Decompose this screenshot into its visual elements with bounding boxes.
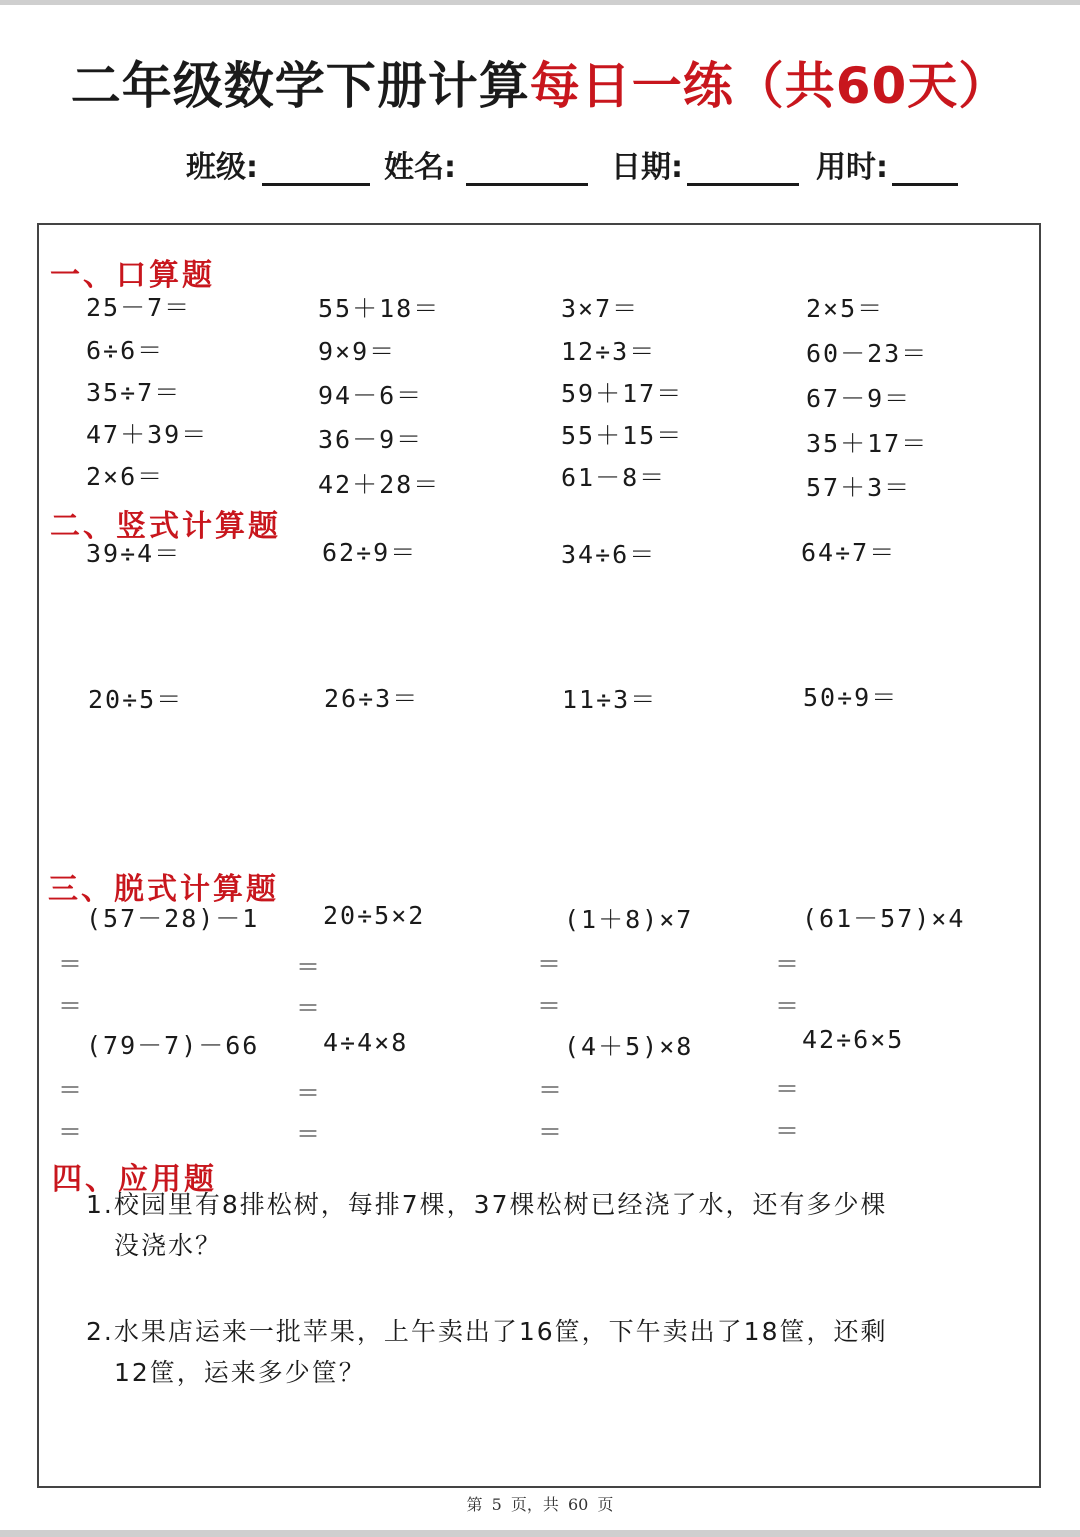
oral-problem: 60－23＝ — [806, 339, 929, 368]
oral-problem: 35÷7＝ — [86, 378, 182, 407]
vertical-problem: 34÷6＝ — [561, 540, 657, 569]
vertical-problem: 26÷3＝ — [324, 684, 420, 713]
equals-step: ＝ — [537, 950, 561, 978]
equals-step: ＝ — [538, 1076, 562, 1104]
equals-step: ＝ — [775, 950, 799, 978]
oral-problem: 9×9＝ — [318, 337, 397, 366]
stepwise-problem: (4＋5)×8 — [564, 1032, 694, 1061]
vertical-problem: 20÷5＝ — [88, 685, 184, 714]
page-title — [0, 46, 1080, 118]
oral-problem: 2×6＝ — [86, 462, 165, 491]
oral-problem: 59＋17＝ — [561, 379, 684, 408]
word-problem-2 — [86, 1311, 887, 1393]
vertical-problem: 39÷4＝ — [86, 539, 182, 568]
oral-problem: 55＋15＝ — [561, 421, 684, 450]
word-problem-2-line2: 12筐，运来多少筐？ — [114, 1358, 366, 1387]
class-field[interactable] — [186, 142, 370, 188]
time-label: 用时: — [816, 150, 888, 185]
equals-step: ＝ — [538, 1118, 562, 1146]
equals-step: ＝ — [296, 1079, 320, 1107]
oral-problem: 67－9＝ — [806, 384, 912, 413]
equals-step: ＝ — [537, 992, 561, 1020]
oral-problem: 3×7＝ — [561, 294, 640, 323]
bottom-edge-bar — [0, 1530, 1080, 1537]
oral-problem: 36－9＝ — [318, 425, 424, 454]
oral-problem: 42＋28＝ — [318, 470, 441, 499]
equals-step: ＝ — [296, 953, 320, 981]
oral-problem: 25－7＝ — [86, 293, 192, 322]
equals-step: ＝ — [775, 1075, 799, 1103]
equals-step: ＝ — [58, 950, 82, 978]
oral-problem: 47＋39＝ — [86, 420, 209, 449]
equals-step: ＝ — [58, 992, 82, 1020]
section-title-word-problems: 四、应用题 — [52, 1162, 217, 1197]
stepwise-problem: 4÷4×8 — [323, 1028, 409, 1057]
equals-step: ＝ — [296, 1120, 320, 1148]
word-problem-1-line1: 1.校园里有8排松树，每排7棵，37棵松树已经浇了水，还有多少棵 — [86, 1190, 888, 1219]
top-edge-bar — [0, 0, 1080, 5]
section-title-vertical: 二、竖式计算题 — [50, 509, 281, 544]
oral-problem: 55＋18＝ — [318, 294, 441, 323]
oral-problem: 6÷6＝ — [86, 336, 165, 365]
equals-step: ＝ — [775, 1117, 799, 1145]
time-blank[interactable] — [892, 151, 958, 186]
stepwise-problem: (1＋8)×7 — [564, 905, 694, 934]
equals-step: ＝ — [58, 1118, 82, 1146]
section-title-stepwise: 三、脱式计算题 — [48, 872, 279, 907]
word-problem-1-line2: 没浇水？ — [114, 1231, 223, 1260]
date-blank[interactable] — [687, 151, 799, 186]
name-field[interactable] — [384, 142, 588, 188]
stepwise-problem: (79－7)－66 — [86, 1031, 260, 1060]
stepwise-problem: 20÷5×2 — [323, 901, 426, 930]
title-red-part: 每日一练（共60天） — [529, 57, 1010, 115]
vertical-problem: 62÷9＝ — [322, 538, 418, 567]
section-title-oral: 一、口算题 — [50, 258, 215, 293]
equals-step: ＝ — [296, 994, 320, 1022]
name-blank[interactable] — [466, 151, 588, 186]
oral-problem: 12÷3＝ — [561, 337, 657, 366]
oral-problem: 57＋3＝ — [806, 473, 912, 502]
equals-step: ＝ — [58, 1076, 82, 1104]
oral-problem: 61－8＝ — [561, 463, 667, 492]
stepwise-problem: (61－57)×4 — [802, 904, 966, 933]
class-blank[interactable] — [262, 151, 370, 186]
equals-step: ＝ — [775, 992, 799, 1020]
time-field[interactable] — [816, 142, 958, 188]
date-label: 日期: — [611, 150, 683, 185]
oral-problem: 35＋17＝ — [806, 429, 929, 458]
vertical-problem: 64÷7＝ — [801, 538, 897, 567]
name-label: 姓名: — [384, 150, 456, 185]
stepwise-problem: (57－28)－1 — [86, 904, 260, 933]
date-field[interactable] — [611, 142, 799, 188]
stepwise-problem: 42÷6×5 — [802, 1025, 905, 1054]
vertical-problem: 11÷3＝ — [562, 685, 658, 714]
oral-problem: 2×5＝ — [806, 294, 885, 323]
page-footer: 第 5 页，共 60 页 — [466, 1495, 614, 1514]
word-problem-1 — [86, 1184, 887, 1266]
title-black-part: 二年级数学下册计算 — [70, 57, 530, 115]
oral-problem: 94－6＝ — [318, 381, 424, 410]
class-label: 班级: — [186, 150, 258, 185]
word-problem-2-line1: 2.水果店运来一批苹果，上午卖出了16筐，下午卖出了18筐，还剩 — [86, 1317, 888, 1346]
vertical-problem: 50÷9＝ — [803, 683, 899, 712]
